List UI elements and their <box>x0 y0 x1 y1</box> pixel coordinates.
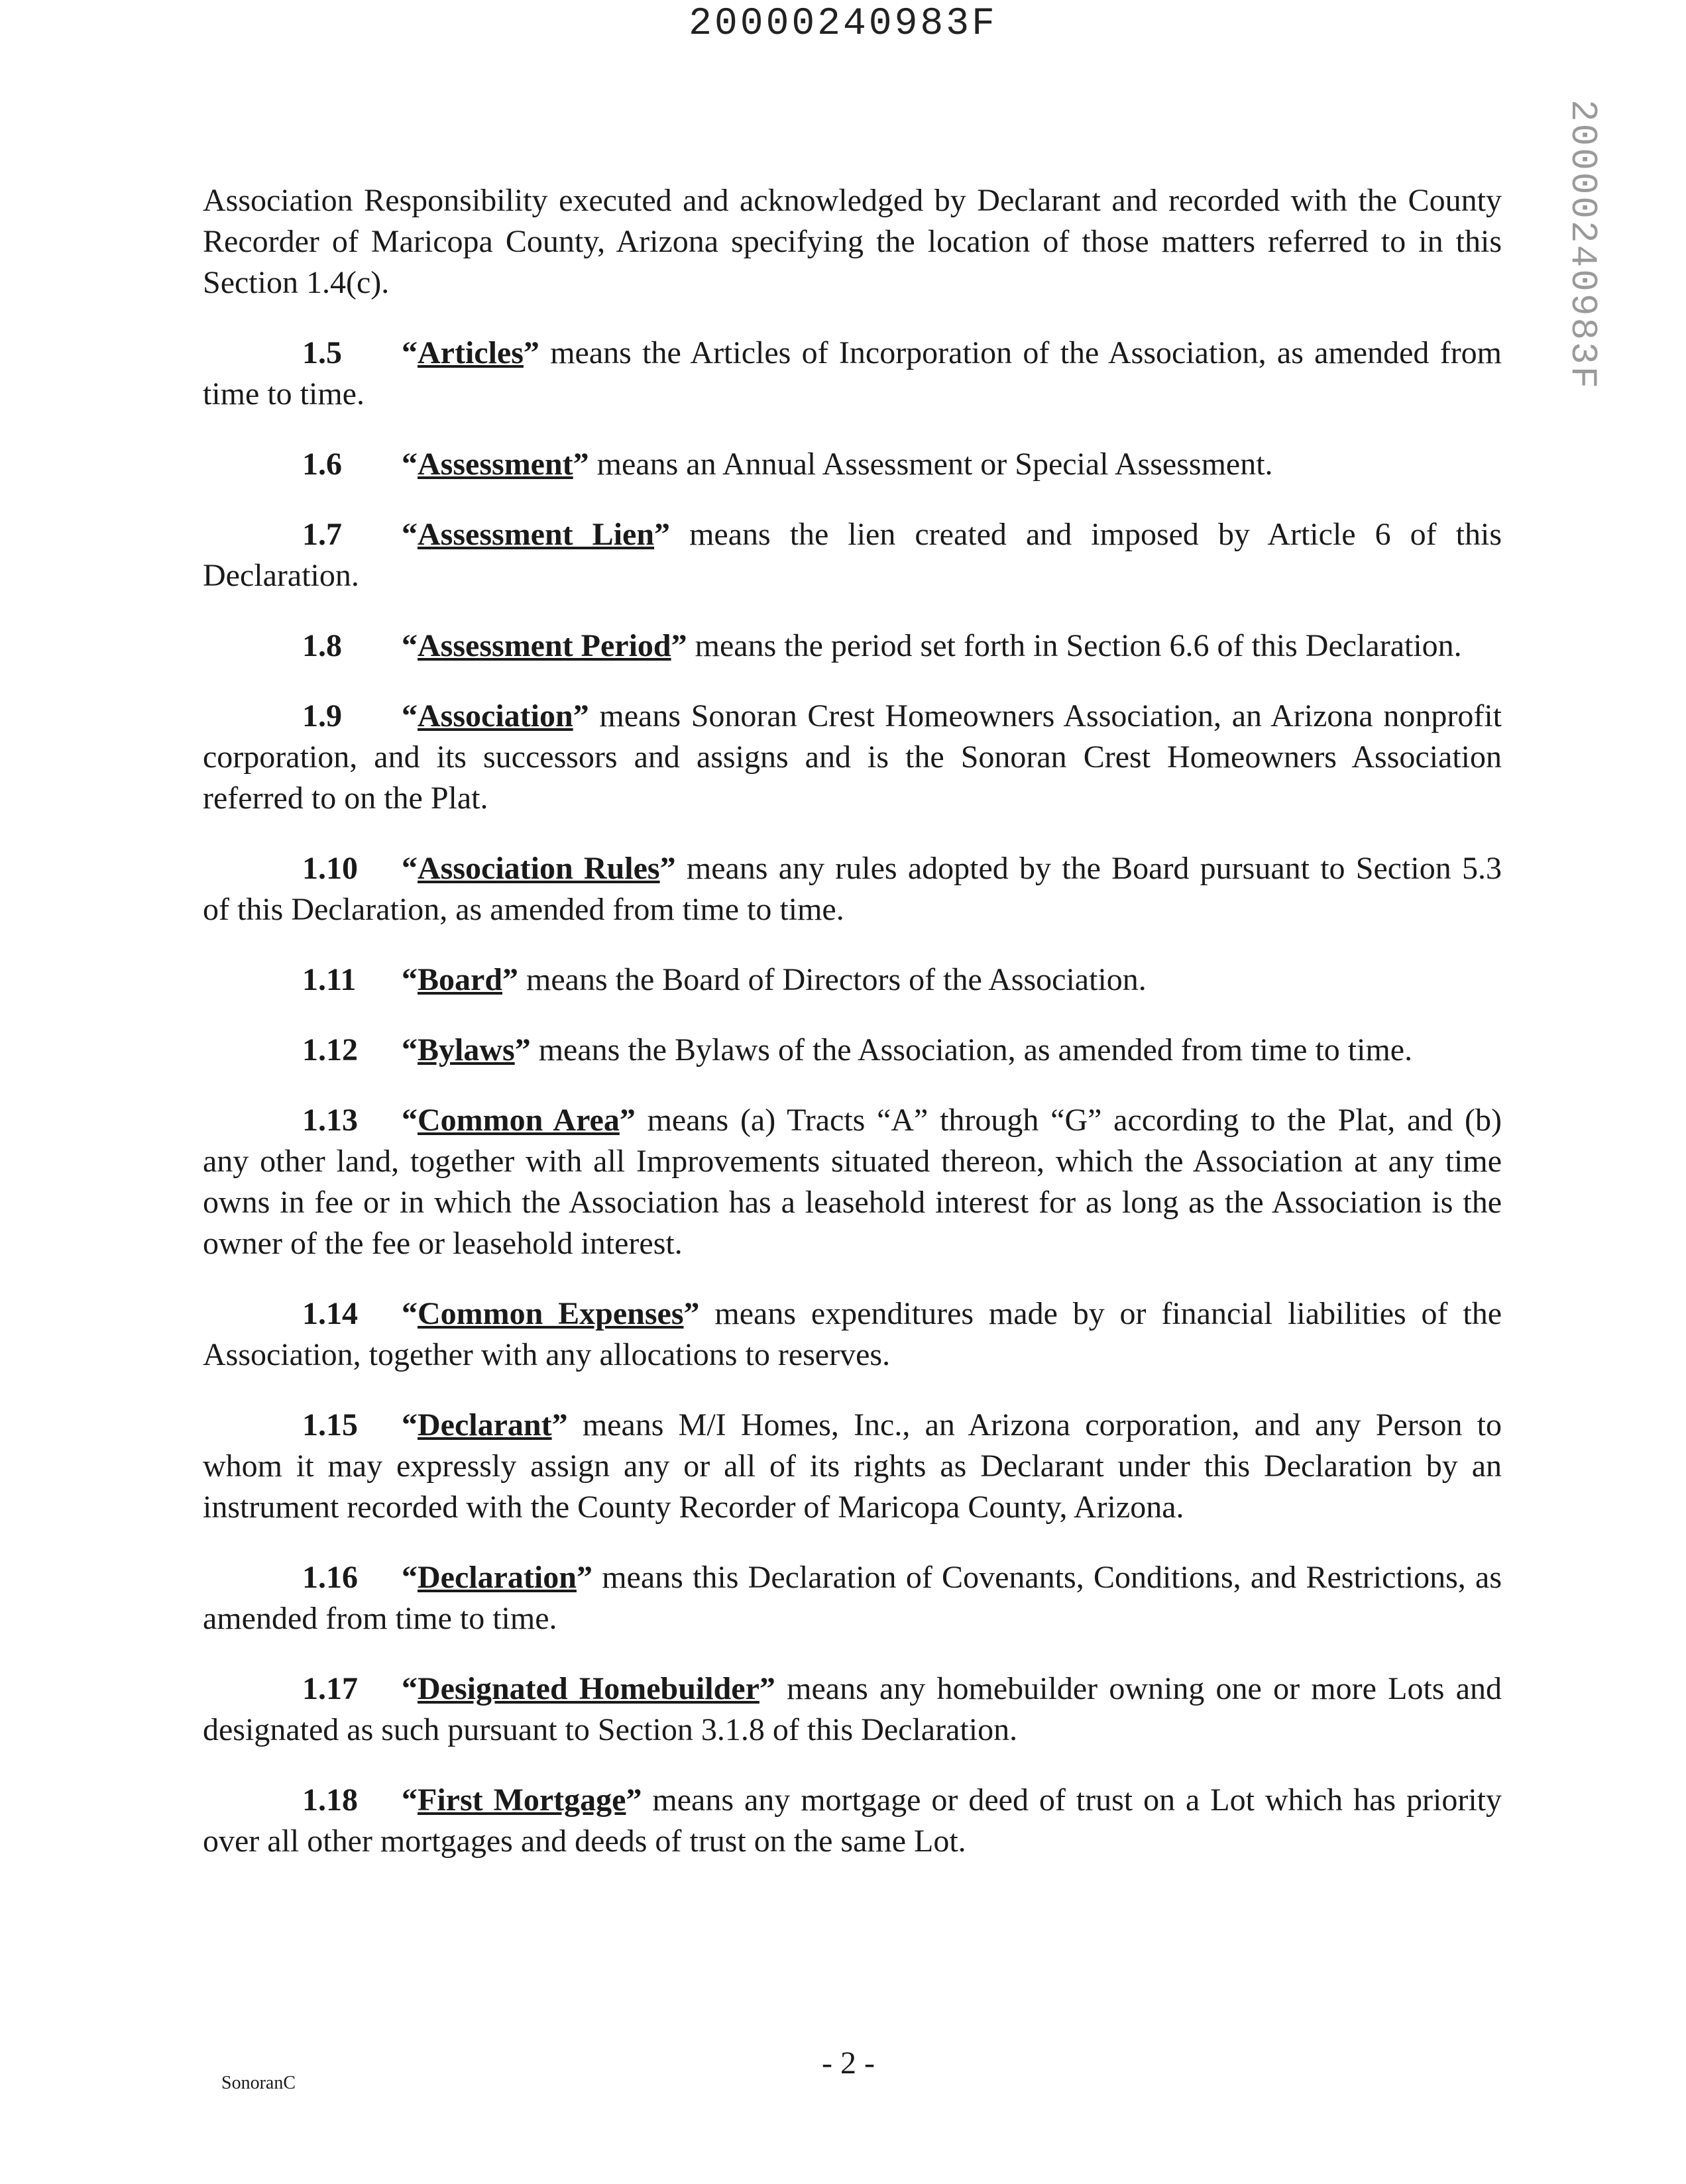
defined-term: “Common Expenses” <box>402 1296 700 1331</box>
definition-paragraph <box>203 444 1502 485</box>
defined-term: “Bylaws” <box>402 1032 531 1067</box>
definition-paragraph <box>203 1557 1502 1639</box>
section-number: 1.6 <box>302 447 342 482</box>
document-body <box>203 180 1502 1891</box>
definition-paragraph <box>203 959 1502 1001</box>
side-stamp: 20000240983F <box>1561 99 1604 391</box>
definition-paragraph <box>203 1780 1502 1862</box>
defined-term-label: First Mortgage <box>418 1782 626 1818</box>
definition-text: means the period set forth in Section 6.6 of this Declaration. <box>695 628 1462 663</box>
defined-term: “Common Area” <box>402 1103 636 1138</box>
defined-term-label: Association <box>418 698 573 734</box>
defined-term-label: Assessment Period <box>418 628 671 663</box>
section-number: 1.17 <box>302 1671 358 1706</box>
section-number: 1.14 <box>302 1296 358 1331</box>
definition-text: means the Board of Directors of the Association. <box>526 962 1147 997</box>
defined-term: “Assessment Period” <box>402 628 687 663</box>
defined-term: “Designated Homebuilder” <box>402 1671 775 1706</box>
page-number: - 2 - <box>822 2046 875 2081</box>
definition-text: means M/I Homes, Inc., an Arizona corporation, and any Person to whom it may expressly assign any or all of its rights as Declarant under this Declaration by an instrument recorded with the County Recorder of Maricopa County, Arizona. <box>203 1407 1502 1525</box>
section-number: 1.13 <box>302 1103 358 1138</box>
defined-term-label: Bylaws <box>418 1032 515 1067</box>
definition-text: means any homebuilder owning one or more Lots and designated as such pursuant to Section 3.1.8 of this Declaration. <box>203 1671 1502 1747</box>
definition-text: means an Annual Assessment or Special Assessment. <box>596 447 1273 482</box>
definition-text: means expenditures made by or financial liabilities of the Association, together with any allocations to reserves. <box>203 1296 1502 1372</box>
definition-text: means Sonoran Crest Homeowners Association, an Arizona nonprofit corporation, and its successors and assigns and is the Sonoran Crest Homeowners Association referred to on the Plat. <box>203 698 1502 816</box>
section-number: 1.8 <box>302 628 342 663</box>
defined-term-label: Declaration <box>418 1560 577 1595</box>
defined-term: “Assessment Lien” <box>402 517 671 552</box>
definition-paragraph <box>203 626 1502 667</box>
section-number: 1.16 <box>302 1560 358 1595</box>
defined-term: “Articles” <box>402 335 539 370</box>
definition-text: means the Bylaws of the Association, as amended from time to time. <box>538 1032 1413 1067</box>
definition-paragraph <box>203 1100 1502 1264</box>
intro-paragraph: Association Responsibility executed and acknowledged by Declarant and recorded with the County Recorder of Maricopa County, Arizona specifying the location of those matters referred to in this Section 1.4(c). <box>203 183 1502 300</box>
definition-text: means this Declaration of Covenants, Conditions, and Restrictions, as amended from time to time. <box>203 1560 1502 1636</box>
defined-term: “Assessment” <box>402 447 589 482</box>
definition-paragraph <box>203 848 1502 930</box>
section-number: 1.7 <box>302 517 342 552</box>
defined-term-label: Common Area <box>418 1103 620 1138</box>
defined-term-label: Assessment <box>418 447 573 482</box>
definition-paragraph <box>203 1293 1502 1376</box>
section-number: 1.15 <box>302 1407 358 1443</box>
defined-term: “Board” <box>402 962 519 997</box>
footer-file-label: SonoranC <box>221 2073 296 2093</box>
definition-paragraph <box>203 1668 1502 1751</box>
defined-term: “Association Rules” <box>402 851 676 886</box>
defined-term: “Declarant” <box>402 1407 568 1443</box>
section-number: 1.18 <box>302 1782 358 1818</box>
section-number: 1.12 <box>302 1032 358 1067</box>
definition-paragraph <box>203 1030 1502 1071</box>
definition-paragraph <box>203 696 1502 819</box>
defined-term: “Declaration” <box>402 1560 592 1595</box>
definition-text: means the lien created and imposed by Article 6 of this Declaration. <box>203 517 1502 593</box>
defined-term-label: Common Expenses <box>418 1296 684 1331</box>
defined-term: “First Mortgage” <box>402 1782 642 1818</box>
definitions-list <box>203 333 1502 1862</box>
definition-text: means (a) Tracts “A” through “G” according to the Plat, and (b) any other land, together with all Improvements situated thereon, which the Association at any time owns in fee or in which the Association has a leasehold interest for as long as the Association is the owner of the fee or leasehold interest. <box>203 1103 1502 1261</box>
defined-term-label: Association Rules <box>418 851 660 886</box>
defined-term: “Association” <box>402 698 589 734</box>
defined-term-label: Assessment Lien <box>418 517 655 552</box>
section-number: 1.11 <box>302 962 357 997</box>
definition-paragraph <box>203 514 1502 596</box>
section-number: 1.9 <box>302 698 342 734</box>
section-number: 1.5 <box>302 335 342 370</box>
defined-term-label: Articles <box>418 335 524 370</box>
definition-paragraph <box>203 1405 1502 1528</box>
defined-term-label: Declarant <box>418 1407 552 1443</box>
section-number: 1.10 <box>302 851 358 886</box>
defined-term-label: Designated Homebuilder <box>418 1671 759 1706</box>
definition-text: means any mortgage or deed of trust on a Lot which has priority over all other mortgages and deeds of trust on the same Lot. <box>203 1782 1502 1859</box>
definition-paragraph <box>203 333 1502 415</box>
definition-text: means the Articles of Incorporation of the Association, as amended from time to time. <box>203 335 1502 411</box>
definition-text: means any rules adopted by the Board pursuant to Section 5.3 of this Declaration, as amended from time to time. <box>203 851 1502 927</box>
defined-term-label: Board <box>418 962 503 997</box>
document-number: 20000240983F <box>689 3 997 46</box>
